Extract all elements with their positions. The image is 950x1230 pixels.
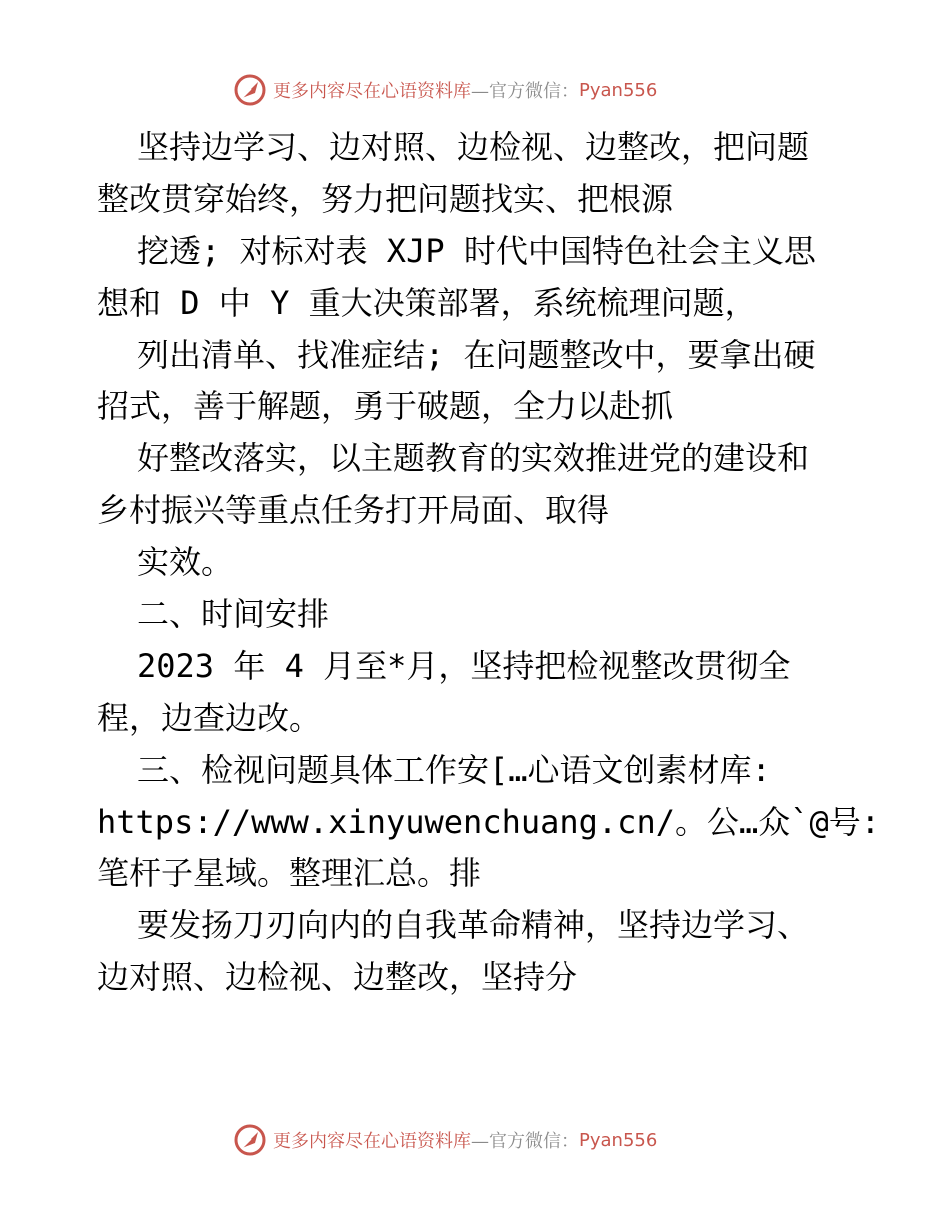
text-line: 程，边查边改。 bbox=[97, 698, 322, 737]
feather-pen-logo-icon bbox=[233, 73, 267, 107]
text-line: 乡村振兴等重点任务打开局面、取得 bbox=[97, 491, 610, 530]
text-line: 要发扬刀刃向内的自我革命精神，坚持边学习、 bbox=[137, 906, 810, 945]
footer-watermark bbox=[233, 1122, 657, 1158]
text-line: 笔杆子星域。整理汇总。排 bbox=[97, 854, 482, 893]
text-line: 招式，善于解题，勇于破题，全力以赴抓 bbox=[97, 387, 674, 426]
text-line: 好整改落实，以主题教育的实效推进党的建设和 bbox=[137, 439, 810, 478]
document-body bbox=[97, 122, 897, 1004]
header-watermark-wechat-id: Pyan556 bbox=[579, 79, 658, 101]
text-line: 挖透; 对标对表 XJP 时代中国特色社会主义思 bbox=[137, 231, 816, 270]
footer-watermark-title: 更多内容尽在心语资料库 bbox=[273, 1131, 471, 1152]
section-heading: 二、时间安排 bbox=[137, 595, 330, 634]
text-line: 边对照、边检视、边整改，坚持分 bbox=[97, 958, 578, 997]
feather-pen-logo-icon bbox=[233, 1123, 267, 1157]
text-line: 列出清单、找准症结; 在问题整改中，要拿出硬 bbox=[137, 335, 816, 374]
footer-watermark-wechat-id: Pyan556 bbox=[579, 1129, 658, 1151]
text-line: 2023 年 4 月至*月，坚持把检视整改贯彻全 bbox=[137, 646, 791, 685]
header-watermark-title: 更多内容尽在心语资料库 bbox=[273, 81, 471, 102]
text-line: 整改贯穿始终，努力把问题找实、把根源 bbox=[97, 179, 674, 218]
header-watermark bbox=[233, 72, 657, 108]
section-heading: 三、检视问题具体工作安[…心语文创素材库: bbox=[137, 750, 771, 789]
text-line: 想和 D 中 Y 重大决策部署，系统梳理问题， bbox=[97, 283, 757, 322]
text-line: 坚持边学习、边对照、边检视、边整改，把问题 bbox=[137, 128, 810, 166]
header-watermark-label: —官方微信： bbox=[471, 81, 579, 102]
text-line: 实效。 bbox=[137, 543, 234, 582]
footer-watermark-label: —官方微信： bbox=[471, 1131, 579, 1152]
text-line: https://www.xinyuwenchuang.cn/。公…众`@号: bbox=[97, 802, 881, 841]
